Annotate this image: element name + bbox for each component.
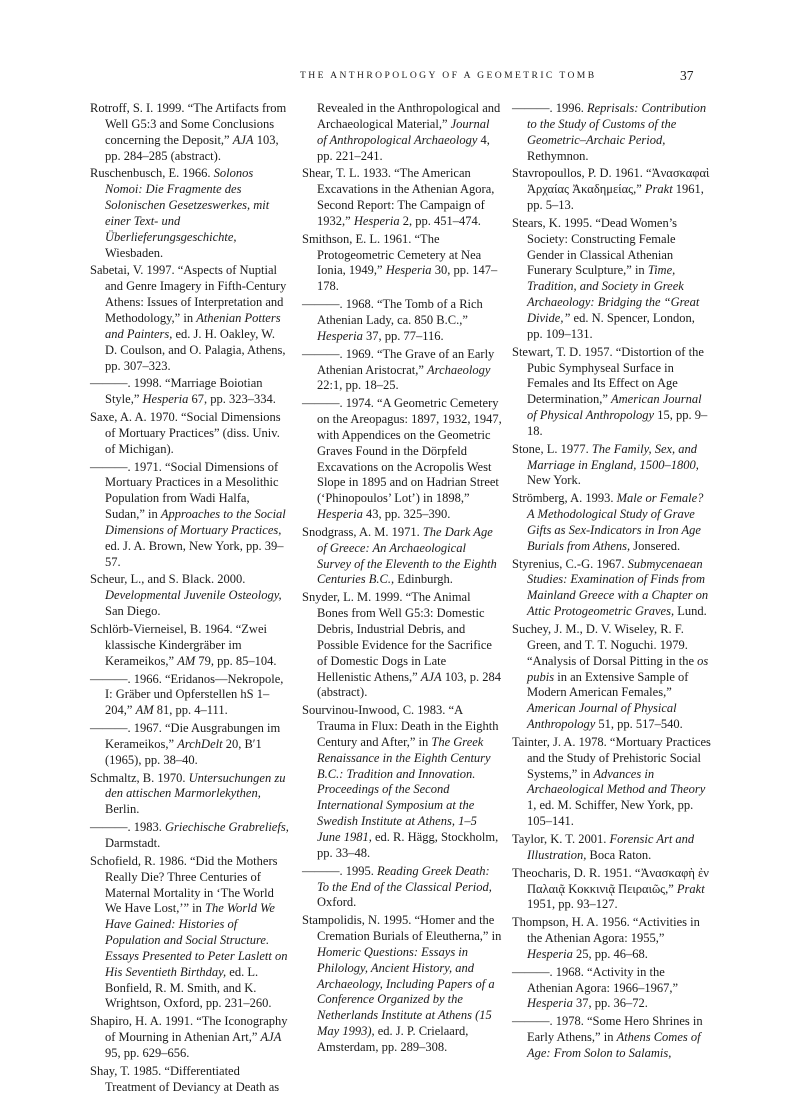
reference-text: Stavropoullos, P. D. 1961. “Ἀνασκαφαὶ Ἀρχαίας Ἀκαδημείας,”	[512, 166, 710, 197]
reference-entry	[90, 721, 290, 769]
reference-text: Taylor, K. T. 2001.	[512, 831, 610, 846]
reference-text: 43, pp. 325–390.	[362, 507, 451, 522]
reference-text: Rotroff, S. I. 1999. “The Artifacts from Well G5:3 and Some Conclusions concerning the Deposit,”	[90, 101, 287, 147]
reference-text: ed. J. H. Oakley, W. D. Coulson, and O. Palagia, Athens, pp. 307–323.	[105, 326, 286, 373]
reference-italic-text: The World We Have Gained: Histories of Population and Social Structure. Essays Presented to Peter Laslett on His Seventieth Birthday,	[105, 901, 288, 979]
reference-italic-text: AJA	[232, 132, 254, 147]
reference-italic-text: Advances in Archaeological Method and Theory	[527, 766, 706, 797]
reference-text: Stone, L. 1977.	[512, 441, 592, 456]
reference-entry	[302, 864, 502, 912]
reference-entry	[90, 771, 290, 819]
reference-text: 81, pp. 4–111.	[153, 703, 228, 718]
reference-text: Strömberg, A. 1993.	[512, 491, 617, 506]
reference-entry	[512, 1014, 712, 1062]
reference-text: Scheur, L., and S. Black. 2000.	[90, 572, 246, 587]
reference-text: 20, B′1 (1965), pp. 38–40.	[105, 736, 262, 767]
reference-entry	[512, 832, 712, 864]
reference-italic-text: Solonos Nomoi: Die Fragmente des Solonischen Gesetzeswerkes, mit einer Text- und Überlieferungsgeschichte,	[105, 166, 270, 244]
reference-italic-text: Hesperia	[317, 328, 363, 343]
reference-italic-text: AM	[177, 653, 196, 668]
reference-text: San Diego.	[105, 604, 161, 619]
reference-text: ———. 1969. “The Grave of an Early Athenian Aristocrat,”	[302, 346, 495, 377]
reference-text: Thompson, H. A. 1956. “Activities in the Athenian Agora: 1955,”	[512, 915, 700, 946]
reference-text: 1951, pp. 93–127.	[527, 897, 618, 912]
bibliography-column-2	[302, 101, 502, 1058]
reference-text: Stewart, T. D. 1957. “Distortion of the Pubic Symphyseal Surface in Females and Its Effect on Age Determination,”	[512, 344, 704, 407]
reference-italic-text: AM	[135, 703, 154, 718]
reference-italic-text: Prakt	[644, 182, 673, 197]
bibliography-column-3	[512, 101, 712, 1064]
reference-text: 1961, pp. 5–13.	[527, 182, 704, 213]
reference-text: Boca Raton.	[586, 847, 652, 862]
reference-italic-text: Griechische Grabreliefs,	[165, 820, 289, 835]
reference-italic-text: Male or Female? A Methodological Study of Grave Gifts as Sex-Indicators in Iron Age Burials from Athens,	[527, 491, 704, 553]
running-head: THE ANTHROPOLOGY OF A GEOMETRIC TOMB	[300, 70, 597, 81]
reference-entry	[512, 735, 712, 830]
reference-text: 1, ed. M. Schiffer, New York, pp. 105–141.	[527, 798, 694, 829]
reference-text: Sabetai, V. 1997. “Aspects of Nuptial and Genre Imagery in Fifth-Century Athens: Issues of Interpretation and Methodology,” in	[90, 263, 287, 325]
reference-entry	[90, 410, 290, 458]
reference-italic-text: Journal of Anthropological Archaeology	[317, 116, 490, 147]
reference-italic-text: Hesperia	[353, 213, 400, 228]
reference-entry	[90, 1014, 290, 1062]
reference-text: 95, pp. 629–656.	[105, 1045, 190, 1060]
reference-entry	[512, 866, 712, 914]
reference-text: Saxe, A. A. 1970. “Social Dimensions of Mortuary Practices” (diss. Univ. of Michigan).	[90, 410, 281, 456]
reference-italic-text: Hesperia	[527, 946, 573, 961]
reference-entry	[90, 460, 290, 571]
reference-text: Rethymnon.	[527, 148, 589, 163]
reference-text: Wiesbaden.	[105, 245, 164, 260]
reference-text: ed. R. Hägg, Stockholm, pp. 33–48.	[317, 829, 499, 860]
reference-text: 103, pp. 284–285 (abstract).	[105, 132, 279, 163]
reference-entry	[512, 557, 712, 620]
bibliography-column-1	[90, 101, 290, 1097]
reference-italic-text: AJA	[260, 1030, 282, 1045]
reference-text: 37, pp. 36–72.	[572, 996, 648, 1011]
reference-text: 67, pp. 323–334.	[188, 392, 276, 407]
reference-text: Lund.	[674, 604, 707, 619]
reference-italic-text: Hesperia	[142, 392, 189, 407]
reference-italic-text: Athenian Potters and Painters,	[105, 310, 281, 341]
reference-text: Revealed in the Anthropological and Archaeological Material,”	[317, 101, 501, 131]
reference-text: ———. 1983.	[90, 820, 165, 835]
reference-text: ———. 1998. “Marriage Boiotian Style,”	[90, 376, 263, 407]
reference-text: ed. J. P. Crielaard, Amsterdam, pp. 289–308.	[317, 1024, 469, 1054]
reference-italic-text: Athens Comes of Age: From Solon to Salamis,	[527, 1030, 701, 1060]
reference-entry	[512, 491, 712, 554]
reference-italic-text: Reading Greek Death: To the End of the Classical Period,	[317, 863, 492, 894]
reference-text: 4, pp. 221–241.	[317, 132, 490, 163]
reference-text: Schlörb-Vierneisel, B. 1964. “Zwei klassische Kindergräber im Kerameikos,”	[90, 622, 267, 668]
reference-entry	[90, 101, 290, 164]
reference-entry	[512, 166, 712, 214]
reference-entry	[90, 572, 290, 620]
reference-text: ———. 1966. “Eridanos—Nekropole, I: Gräber und Opferstellen hS 1–204,”	[90, 671, 284, 718]
reference-text: Styrenius, C.-G. 1967.	[512, 556, 628, 571]
reference-italic-text: Archaeology	[427, 362, 491, 377]
reference-entry	[302, 703, 502, 861]
reference-text: Schmaltz, B. 1970.	[90, 770, 189, 785]
reference-entry	[302, 396, 502, 523]
reference-text: 51, pp. 517–540.	[595, 717, 683, 732]
reference-italic-text: American Journal of Physical Anthropology	[527, 701, 677, 732]
reference-text: Oxford.	[317, 895, 357, 910]
reference-text: 30, pp. 147–178.	[317, 263, 498, 294]
reference-text: ———. 1968. “The Tomb of a Rich Athenian Lady, ca. 850 B.C.,”	[302, 297, 483, 327]
reference-text: Shapiro, H. A. 1991. “The Iconography of Mourning in Athenian Art,”	[90, 1014, 288, 1045]
reference-text: 37, pp. 77–116.	[362, 328, 444, 343]
reference-entry	[302, 347, 502, 395]
reference-italic-text: os pubis	[527, 653, 709, 684]
reference-text: Darmstadt.	[105, 835, 161, 850]
reference-italic-text: Homeric Questions: Essays in Philology, Ancient History, and Archaeology, Including Papers of a Conference Organized by the Netherlands Institute at Athens (15 May 1993),	[317, 944, 495, 1039]
reference-text: Theocharis, D. R. 1951. “Ἀνασκαφὴ ἐν Παλαιᾷ Κοκκινιᾷ Πειραιῶς,”	[512, 865, 709, 896]
reference-text: ed. N. Spencer, London, pp. 109–131.	[527, 310, 695, 341]
reference-text: Smithson, E. L. 1961. “The Protogeometric Cemetery at Nea Ionia, 1949,”	[302, 231, 482, 278]
reference-text: 15, pp. 9–18.	[527, 408, 708, 438]
reference-italic-text: Untersuchungen zu den attischen Marmorlekythen,	[105, 770, 286, 801]
reference-entry	[512, 345, 712, 440]
reference-text: ed. L. Bonfield, R. M. Smith, and K. Wrightson, Oxford, pp. 231–260.	[105, 964, 272, 1011]
reference-text: ———. 1974. “A Geometric Cemetery on the Areopagus: 1897, 1932, 1947, with Appendices on the Geometric Graves Found in the Dörpfeld Excavations on the Acropolis West Slope in 1895 and on Hadrian Street (‘Phinopoulos’ Lot’) in 1898,”	[302, 396, 502, 506]
reference-text: Shear, T. L. 1933. “The American Excavations in the Athenian Agora, Second Report: The Campaign of 1932,”	[302, 166, 495, 228]
reference-text: 25, pp. 46–68.	[572, 946, 648, 961]
page-number: 37	[680, 68, 694, 83]
reference-entry	[90, 166, 290, 261]
reference-entry	[512, 442, 712, 490]
reference-entry	[302, 166, 502, 229]
reference-text: Berlin.	[105, 802, 140, 817]
reference-italic-text: Forensic Art and Illustration,	[527, 831, 695, 862]
reference-entry	[90, 263, 290, 374]
reference-italic-text: Hesperia	[385, 263, 432, 278]
reference-entry	[90, 820, 290, 852]
reference-italic-text: The Family, Sex, and Marriage in England, 1500–1800,	[527, 441, 699, 472]
reference-entry	[512, 101, 712, 164]
reference-italic-text: The Dark Age of Greece: An Archaeological Survey of the Eleventh to the Eighth Centuries B.C.,	[317, 524, 497, 587]
reference-text: ed. J. A. Brown, New York, pp. 39–57.	[105, 538, 284, 569]
reference-text: Suchey, J. M., D. V. Wiseley, R. F. Green, and T. T. Noguchi. 1979. “Analysis of Dorsal Pitting in the	[512, 622, 698, 668]
reference-italic-text: AJA	[420, 669, 442, 684]
reference-entry	[512, 915, 712, 963]
reference-entry	[90, 672, 290, 720]
reference-entry	[90, 376, 290, 408]
reference-text: ———. 1971. “Social Dimensions of Mortuary Practices in a Mesolithic Population from Wadi Halfa, Sudan,” in	[90, 459, 279, 522]
reference-text: Shay, T. 1985. “Differentiated Treatment of Deviancy at Death as	[90, 1063, 280, 1094]
reference-italic-text: Prakt	[676, 881, 705, 896]
reference-entry	[302, 232, 502, 295]
reference-italic-text: Developmental Juvenile Osteology,	[105, 588, 282, 603]
reference-entry	[302, 297, 502, 345]
reference-italic-text: Hesperia	[527, 996, 573, 1011]
reference-text: Ruschenbusch, E. 1966.	[90, 166, 214, 181]
reference-entry	[302, 913, 502, 1056]
reference-text: Stears, K. 1995. “Dead Women’s Society: Constructing Female Gender in Classical Athenian Funerary Sculpture,” in	[512, 215, 678, 278]
reference-text: ———. 1967. “Die Ausgrabungen im Kerameikos,”	[90, 721, 281, 751]
reference-entry	[302, 525, 502, 588]
reference-entry	[302, 101, 502, 164]
reference-text: ———. 1978. “Some Hero Shrines in Early Athens,” in	[512, 1014, 703, 1045]
reference-text: ———. 1995.	[302, 863, 377, 878]
reference-text: Schofield, R. 1986. “Did the Mothers Really Die? Three Centuries of Maternal Mortality in ‘The World We Have Lost,’” in	[90, 853, 278, 916]
reference-text: 22:1, pp. 18–25.	[317, 378, 399, 393]
reference-text: Tainter, J. A. 1978. “Mortuary Practices and the Study of Prehistoric Social Systems,” in	[512, 734, 711, 781]
reference-entry	[512, 965, 712, 1013]
reference-text: 103, p. 284 (abstract).	[317, 669, 501, 700]
reference-text: Snyder, L. M. 1999. “The Animal Bones from Well G5:3: Domestic Debris, Industrial Debris, and Possible Evidence for the Sacrifice of Domestic Dogs in Late Hellenistic Athens,”	[302, 590, 492, 684]
reference-text: Sourvinou-Inwood, C. 1983. “A Trauma in Flux: Death in the Eighth Century and After,” in	[302, 703, 499, 749]
reference-italic-text: American Journal of Physical Anthropology	[527, 392, 702, 423]
reference-italic-text: ArchDelt	[177, 736, 223, 751]
reference-italic-text: Time, Tradition, and Society in Greek Archaeology: Bridging the “Great Divide,”	[527, 263, 700, 325]
reference-text: ———. 1996.	[512, 101, 587, 115]
reference-italic-text: The Greek Renaissance in the Eighth Century B.C.: Tradition and Innovation. Proceedings of the Second International Symposium at the Swedish Institute at Athens, 1–5 June 1981,	[317, 734, 491, 844]
reference-entry	[512, 216, 712, 343]
reference-text: 79, pp. 85–104.	[195, 653, 277, 668]
reference-entry	[302, 590, 502, 701]
reference-text: Edinburgh.	[394, 572, 453, 587]
reference-entry	[90, 622, 290, 670]
reference-text: Jonsered.	[630, 538, 681, 553]
reference-text: 2, pp. 451–474.	[399, 213, 481, 228]
reference-text: New York.	[527, 473, 581, 488]
reference-text: Snodgrass, A. M. 1971.	[302, 524, 423, 539]
reference-entry	[90, 1064, 290, 1096]
reference-entry	[90, 854, 290, 1012]
reference-text: in an Extensive Sample of Modern American Females,”	[527, 669, 689, 700]
reference-text: Stampolidis, N. 1995. “Homer and the Cremation Burials of Eleutherna,” in	[302, 913, 502, 944]
reference-italic-text: Reprisals: Contribution to the Study of Customs of the Geometric–Archaic Period,	[527, 101, 707, 147]
reference-italic-text: Approaches to the Social Dimensions of Mortuary Practices,	[105, 507, 286, 537]
reference-text: ———. 1968. “Activity in the Athenian Agora: 1966–1967,”	[512, 964, 679, 995]
reference-italic-text: Submycenaean Studies: Examination of Finds from Mainland Greece with a Chapter on Attic Protogeometric Graves,	[527, 556, 709, 619]
reference-italic-text: Hesperia	[317, 507, 363, 522]
reference-entry	[512, 622, 712, 733]
